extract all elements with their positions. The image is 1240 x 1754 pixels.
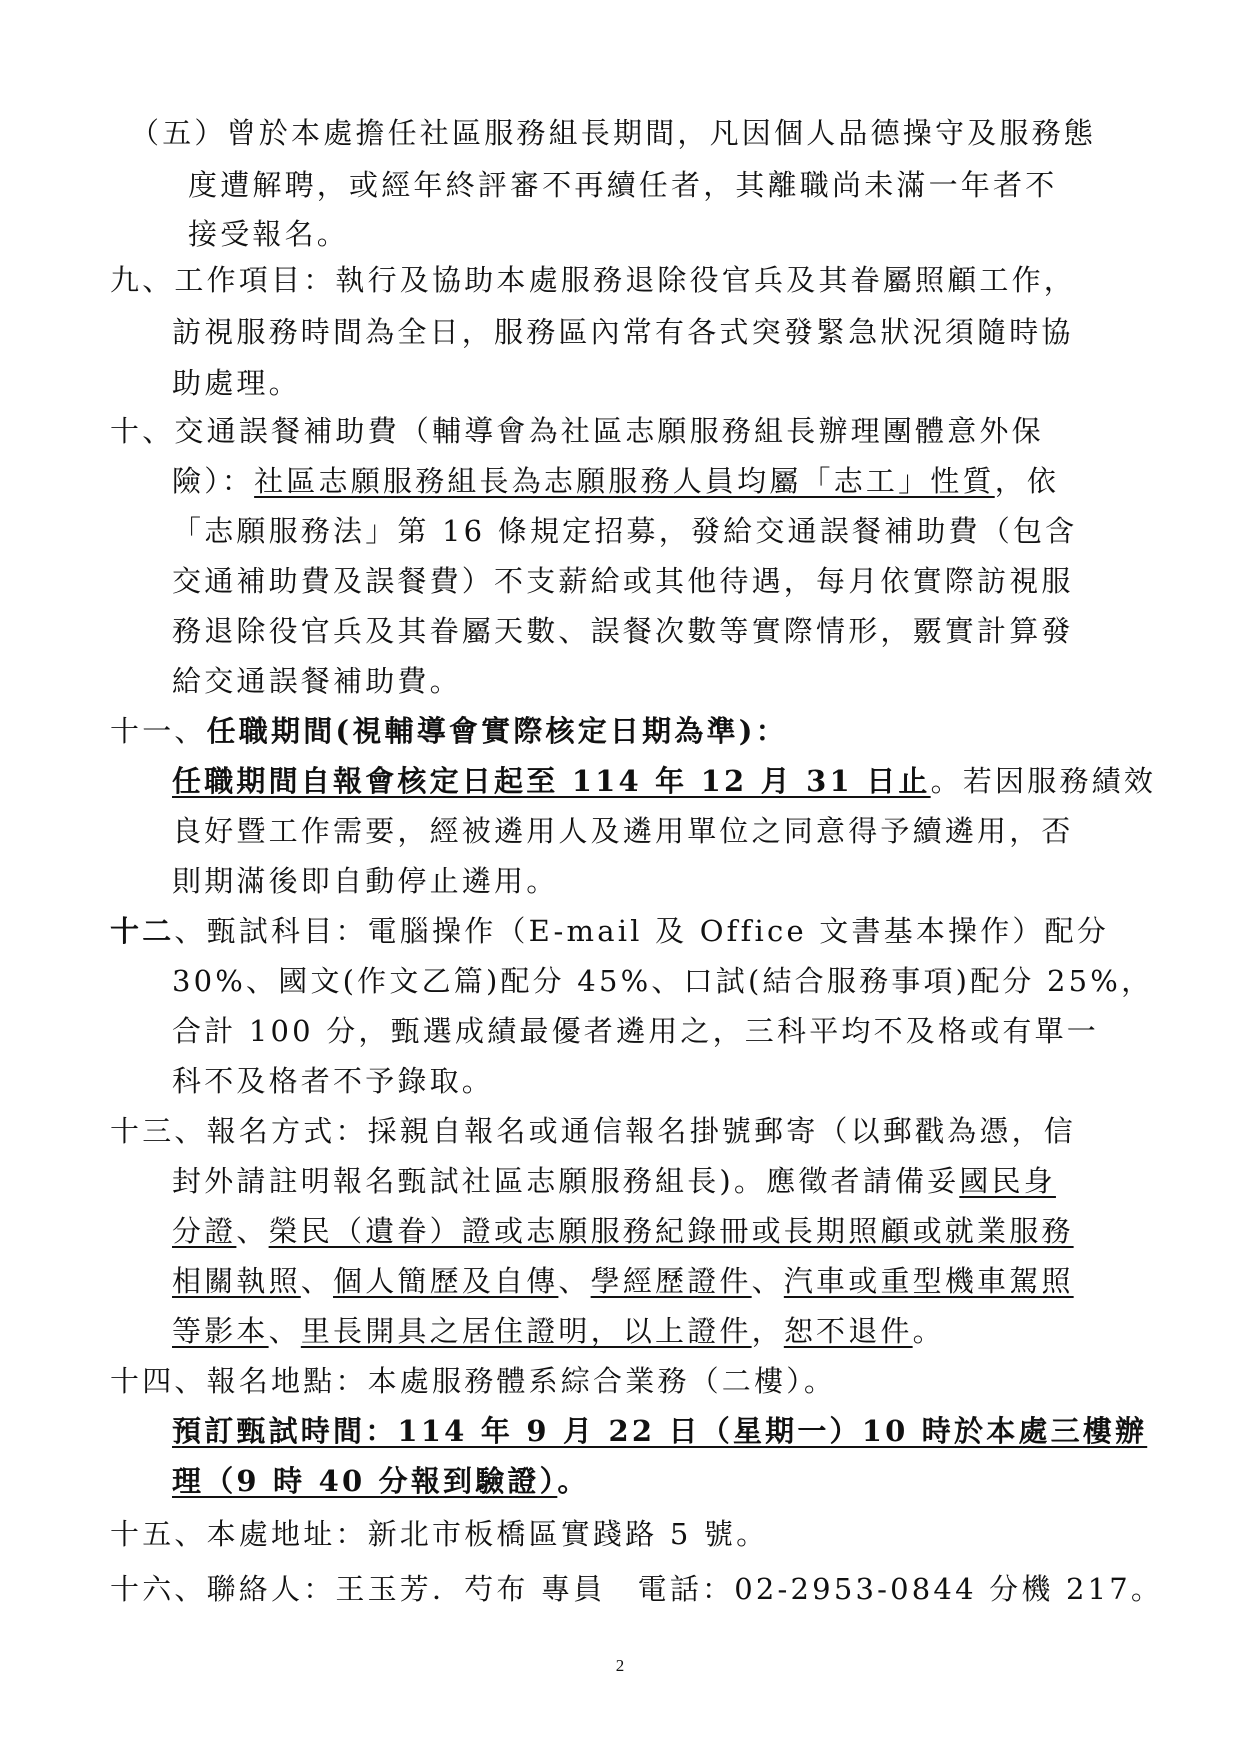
- volunteer-nature-underlined: 社區志願服務組長為志願服務人員均屬「志工」性質: [254, 464, 995, 498]
- item-12-line-3: 合計 100 分，甄選成績最優者遴用之，三科平均不及格或有單一: [172, 1014, 1099, 1048]
- item-10-line-3: 「志願服務法」第 16 條規定招募，發給交通誤餐補助費（包含: [172, 514, 1078, 548]
- item-5-line-3: 接受報名。: [188, 217, 350, 251]
- item-13-line-3: 分證、榮民（遺眷）證或志願服務紀錄冊或長期照顧或就業服務: [172, 1214, 1074, 1248]
- item-13-line-2: 封外請註明報名甄試社區志願服務組長)。應徵者請備妥國民身: [172, 1164, 1056, 1198]
- item-12-line-2: 30%、國文(作文乙篇)配分 45%、口試(結合服務事項)配分 25%，: [172, 964, 1154, 998]
- item-12-line-4: 科不及格者不予錄取。: [172, 1064, 495, 1098]
- item-11-line-3: 良好暨工作需要，經被遴用人及遴用單位之同意得予續遴用，否: [172, 814, 1074, 848]
- item-14-line-1: 十四、報名地點：本處服務體系綜合業務（二樓）。: [110, 1364, 837, 1398]
- item-10-line-1: 十、交通誤餐補助費（輔導會為社區志願服務組長辦理團體意外保: [110, 414, 1044, 448]
- item-16-line-1: 十六、聯絡人：王玉芳．芍布 專員 電話：02-2953-0844 分機 217。: [110, 1572, 1164, 1606]
- item-5-line-1: （五）曾於本處擔任社區服務組長期間，凡因個人品德操守及服務態: [130, 116, 1097, 150]
- item-12-line-1: 十二、甄試科目：電腦操作（E-mail 及 Office 文書基本操作）配分: [110, 914, 1110, 948]
- exam-schedule-line-1: 預訂甄試時間：114 年 9 月 22 日（星期一）10 時於本處三樓辦: [172, 1414, 1148, 1448]
- item-10-line-2: 險）：社區志願服務組長為志願服務人員均屬「志工」性質，依: [172, 464, 1060, 498]
- item-11-line-2: 任職期間自報會核定日起至 114 年 12 月 31 日止。若因服務績效: [172, 764, 1157, 798]
- item-11-line-1: 十一、任職期間(視輔導會實際核定日期為準)：: [110, 714, 788, 748]
- item-9-line-3: 助處理。: [172, 366, 301, 400]
- item-12-number: 十二: [110, 914, 175, 948]
- item-10-line-4: 交通補助費及誤餐費）不支薪給或其他待遇，每月依實際訪視服: [172, 564, 1074, 598]
- item-5-line-2: 度遭解聘，或經年終評審不再續任者，其離職尚未滿一年者不: [188, 168, 1058, 202]
- item-15-line-1: 十五、本處地址：新北市板橋區實踐路 5 號。: [110, 1517, 769, 1551]
- item-13-line-5: 等影本、里長開具之居住證明，以上證件，恕不退件。: [172, 1314, 945, 1348]
- exam-schedule-line-2: 理（9 時 40 分報到驗證）。: [172, 1464, 590, 1498]
- item-13-line-4: 相關執照、個人簡歷及自傳、學經歷證件、汽車或重型機車駕照: [172, 1264, 1074, 1298]
- item-11-line-4: 則期滿後即自動停止遴用。: [172, 864, 559, 898]
- item-9-line-2: 訪視服務時間為全日，服務區內常有各式突發緊急狀況須隨時協: [172, 315, 1074, 349]
- term-period-underlined: 任職期間自報會核定日起至 114 年 12 月 31 日止: [172, 764, 931, 798]
- item-10-line-5: 務退除役官兵及其眷屬天數、誤餐次數等實際情形，覈實計算發: [172, 614, 1074, 648]
- item-10-line-6: 給交通誤餐補助費。: [172, 664, 462, 698]
- item-13-line-1: 十三、報名方式：採親自報名或通信報名掛號郵寄（以郵戳為憑，信: [110, 1114, 1077, 1148]
- term-heading: 任職期間(視輔導會實際核定日期為準)：: [206, 714, 788, 748]
- item-9-line-1: 九、工作項目：執行及協助本處服務退除役官兵及其眷屬照顧工作，: [110, 263, 1077, 297]
- page-number: 2: [615, 1656, 625, 1675]
